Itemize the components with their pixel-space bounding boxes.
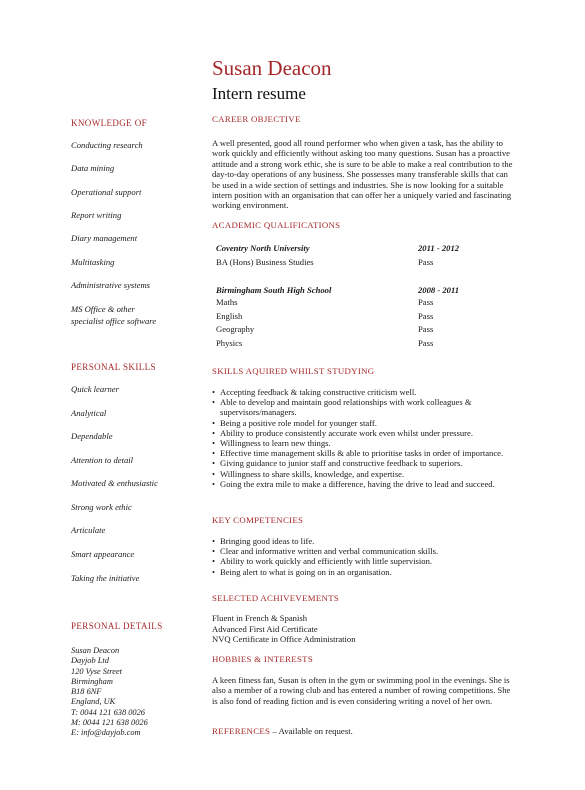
- contact-name: Susan Deacon: [71, 646, 120, 655]
- skills-acquired-list: [212, 387, 517, 489]
- knowledge-item: specialist office software: [71, 316, 157, 326]
- knowledge-item: MS Office & other: [71, 304, 135, 314]
- skill-item: Taking the initiative: [71, 573, 140, 583]
- qualification-row: [216, 311, 516, 323]
- knowledge-item: Administrative systems: [71, 280, 151, 290]
- career-objective-heading: CAREER OBJECTIVE: [212, 114, 301, 124]
- list-item: • Going the extra mile to make a difference, having the drive to lead and succeed.: [212, 479, 517, 489]
- personal-skills-heading: PERSONAL SKILLS: [71, 362, 156, 372]
- list-item: • Willingness to share skills, knowledge, and expertise.: [212, 469, 517, 479]
- qualification-subject: English: [216, 311, 243, 321]
- contact-email: E: info@dayjob.com: [71, 728, 141, 738]
- contact-mobile: M: 0044 121 638 0026: [71, 718, 148, 728]
- career-objective-text: A well presented, good all round performer who when given a task, has the ability to work quickly and efficiently without asking too many questions. Susan has a proactive attitude and a strong work ethic, she is sure to be able to make a real contribution to the day-to-day operations of any business. She possesses many transferable skills that can be used in a wide section of settings and industries. She is now looking for a suitable intern position with an organisation that can offer her a uniquely varied and fascinating working environment.: [212, 138, 513, 211]
- qualification-institution: Coventry North University: [216, 243, 310, 253]
- knowledge-item: Multitasking: [71, 257, 115, 267]
- qualification-subject: Physics: [216, 338, 243, 348]
- knowledge-heading: KNOWLEDGE OF: [71, 118, 148, 128]
- list-item: • Accepting feedback & taking constructive criticism well.: [212, 387, 517, 397]
- list-item: • Clear and informative written and verbal communication skills.: [212, 546, 517, 556]
- list-item: • Effective time management skills & able to prioritise tasks in order of importance.: [212, 448, 517, 458]
- skill-item: Strong work ethic: [71, 502, 132, 512]
- list-item: • Ability to produce consistently accurate work even whilst under pressure.: [212, 428, 517, 438]
- qualification-subject: BA (Hons) Business Studies: [216, 257, 314, 267]
- list-item: NVQ Certificate in Office Administration: [212, 634, 356, 645]
- resume-title: Intern resume: [212, 84, 306, 103]
- list-item: • Able to develop and maintain good relationships with work colleagues & supervisors/managers.: [212, 397, 517, 417]
- hobbies-text: A keen fitness fan, Susan is often in the gym or swimming pool in the evenings. She is also a member of a rowing club and has entered a number of rowing competitions. She is also fond of reading fiction and is even considering writing a novel of her own.: [212, 675, 511, 706]
- contact-street: 120 Vyse Street: [71, 666, 123, 676]
- contact-details: [71, 646, 148, 739]
- contact-postcode: B18 6NF: [71, 687, 102, 697]
- skill-item: Motivated & enthusiastic: [71, 478, 158, 488]
- list-item: • Willingness to learn new things.: [212, 438, 517, 448]
- contact-telephone: T: 0044 121 638 0026: [71, 707, 145, 717]
- qualification-row: [216, 285, 516, 297]
- knowledge-item: Data mining: [71, 163, 115, 173]
- hobbies-heading: HOBBIES & INTERESTS: [212, 654, 314, 664]
- qualification-row: [216, 324, 516, 336]
- skill-item: Smart appearance: [71, 549, 135, 559]
- qualification-subject: Geography: [216, 324, 255, 334]
- qualification-row: [216, 338, 516, 350]
- contact-country: England, UK: [71, 697, 116, 707]
- qualification-result: Pass: [418, 311, 434, 321]
- list-item: • Bringing good ideas to life.: [212, 536, 517, 546]
- skills-acquired-heading: SKILLS AQUIRED WHILST STUDYING: [212, 366, 375, 376]
- personal-details-heading: PERSONAL DETAILS: [71, 621, 163, 631]
- skill-item: Articulate: [71, 525, 106, 535]
- knowledge-item: Diary management: [71, 233, 138, 243]
- list-item: Advanced First Aid Certificate: [212, 623, 318, 634]
- references-line: [212, 726, 353, 736]
- qualification-row: [216, 243, 516, 255]
- skill-item: Analytical: [71, 408, 107, 418]
- contact-company: Dayjob Ltd: [71, 656, 109, 666]
- qualification-result: Pass: [418, 338, 434, 348]
- skill-item: Dependable: [71, 431, 113, 441]
- academic-heading: ACADEMIC QUALIFICATIONS: [212, 220, 341, 230]
- knowledge-item: Conducting research: [71, 140, 143, 150]
- qualification-row: [216, 297, 516, 309]
- contact-city: Birmingham: [71, 676, 113, 686]
- achievements-list: [212, 613, 356, 645]
- knowledge-item: Operational support: [71, 187, 142, 197]
- qualification-institution: Birmingham South High School: [216, 285, 332, 295]
- knowledge-item: Report writing: [71, 210, 122, 220]
- qualification-result: Pass: [418, 257, 434, 267]
- list-item: • Ability to work quickly and efficiently with little supervision.: [212, 556, 517, 566]
- skill-item: Quick learner: [71, 384, 119, 394]
- qualification-years: 2011 - 2012: [418, 243, 460, 253]
- list-item: • Being alert to what is going on in an organisation.: [212, 567, 517, 577]
- candidate-name: Susan Deacon: [212, 56, 332, 80]
- key-competencies-list: [212, 536, 517, 577]
- qualification-result: Pass: [418, 324, 434, 334]
- qualification-years: 2008 - 2011: [418, 285, 460, 295]
- list-item: • Giving guidance to junior staff and constructive feedback to superiors.: [212, 458, 517, 468]
- achievements-heading: SELECTED ACHIVEVEMENTS: [212, 593, 340, 603]
- skill-item: Attention to detail: [71, 455, 134, 465]
- qualification-row: [216, 257, 516, 269]
- qualification-result: Pass: [418, 297, 434, 307]
- references-value: – Available on request.: [270, 726, 353, 736]
- key-competencies-heading: KEY COMPETENCIES: [212, 515, 304, 525]
- references-label: REFERENCES: [212, 726, 271, 736]
- list-item: • Being a positive role model for younger staff.: [212, 418, 517, 428]
- list-item: Fluent in French & Spanish: [212, 613, 308, 623]
- qualification-subject: Maths: [216, 297, 238, 307]
